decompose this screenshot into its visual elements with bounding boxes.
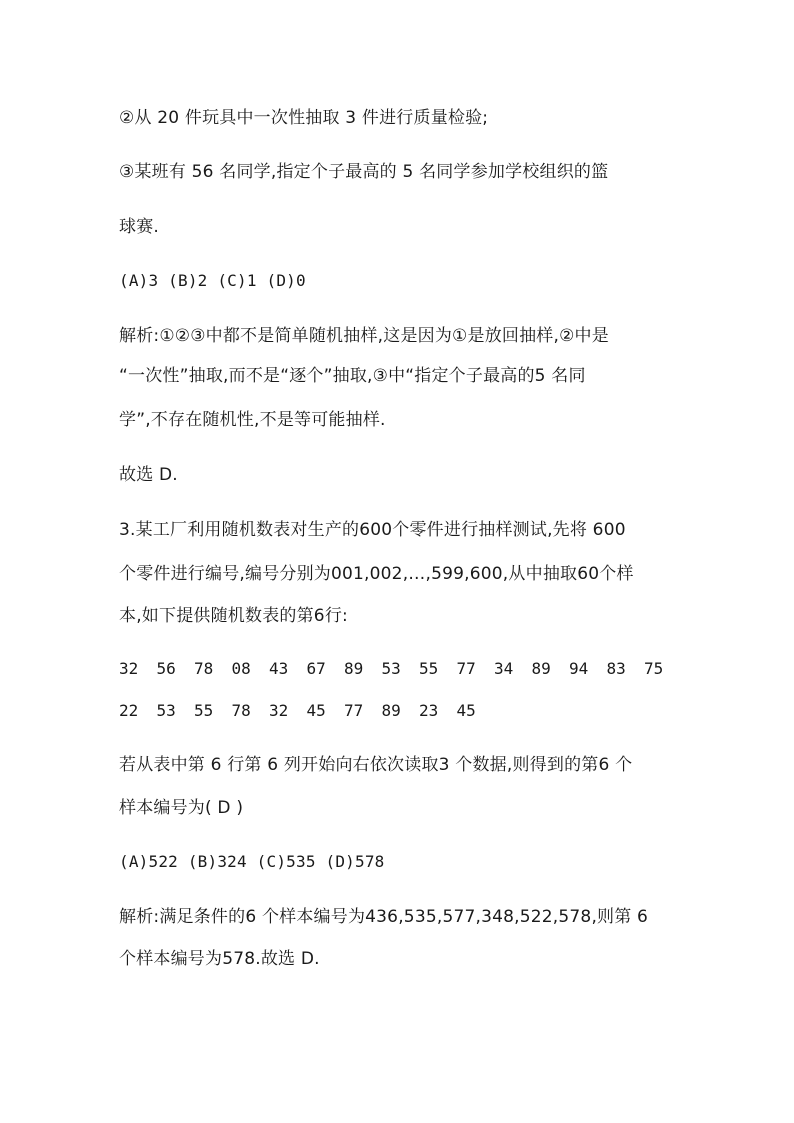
- answer-q2: 故选 D.: [119, 465, 178, 485]
- random-number-cell: 32: [119, 659, 139, 678]
- random-number-cell: 08: [231, 659, 251, 678]
- question-3-line3: 本,如下提供随机数表的第6行:: [119, 606, 348, 626]
- random-number-cell: 94: [569, 659, 589, 678]
- random-number-cell: 53: [381, 659, 401, 678]
- random-number-cell: 77: [344, 701, 364, 720]
- choices-q2: (A)3 (B)2 (C)1 (D)0: [119, 271, 306, 290]
- random-number-cell: 55: [194, 701, 214, 720]
- random-number-cell: 78: [231, 701, 251, 720]
- item-3-text: ③某班有 56 名同学,指定个子最高的 5 名同学参加学校组织的篮: [119, 162, 609, 182]
- question-3-line2: 个零件进行编号,编号分别为001,002,…,599,600,从中抽取60个样: [119, 564, 634, 584]
- item-2-text: ②从 20 件玩具中一次性抽取 3 件进行质量检验;: [119, 108, 489, 128]
- random-number-cell: 34: [494, 659, 514, 678]
- random-number-cell: 83: [606, 659, 626, 678]
- choices-q3: (A)522 (B)324 (C)535 (D)578: [119, 852, 385, 871]
- random-number-cell: 56: [156, 659, 176, 678]
- explanation-q2-line2: “一次性”抽取,而不是“逐个”抽取,③中“指定个子最高的5 名同: [119, 366, 586, 386]
- random-number-cell: 89: [344, 659, 364, 678]
- explanation-q3-line2: 个样本编号为578.故选 D.: [119, 949, 320, 969]
- random-number-cell: 77: [456, 659, 476, 678]
- question-3-line1: 3.某工厂利用随机数表对生产的600个零件进行抽样测试,先将 600: [119, 520, 626, 540]
- question-3-instruction-line1: 若从表中第 6 行第 6 列开始向右依次读取3 个数据,则得到的第6 个: [119, 755, 633, 775]
- random-number-cell: 67: [306, 659, 326, 678]
- random-number-cell: 32: [269, 701, 289, 720]
- random-number-cell: 23: [419, 701, 439, 720]
- question-3-instruction-line2: 样本编号为( D ): [119, 798, 244, 818]
- item-3-text-cont: 球赛.: [119, 217, 160, 237]
- random-number-cell: 75: [644, 659, 664, 678]
- random-number-cell: 45: [456, 701, 476, 720]
- random-number-cell: 45: [306, 701, 326, 720]
- random-number-cell: 89: [531, 659, 551, 678]
- random-number-cell: 55: [419, 659, 439, 678]
- explanation-q2-line1: 解析:①②③中都不是简单随机抽样,这是因为①是放回抽样,②中是: [119, 326, 609, 346]
- explanation-q3-line1: 解析:满足条件的6 个样本编号为436,535,577,348,522,578,则第 6: [119, 907, 649, 927]
- random-number-cell: 89: [381, 701, 401, 720]
- explanation-q2-line3: 学”,不存在随机性,不是等可能抽样.: [119, 410, 386, 430]
- random-number-cell: 78: [194, 659, 214, 678]
- random-number-cell: 43: [269, 659, 289, 678]
- random-number-cell: 22: [119, 701, 139, 720]
- random-number-cell: 53: [156, 701, 176, 720]
